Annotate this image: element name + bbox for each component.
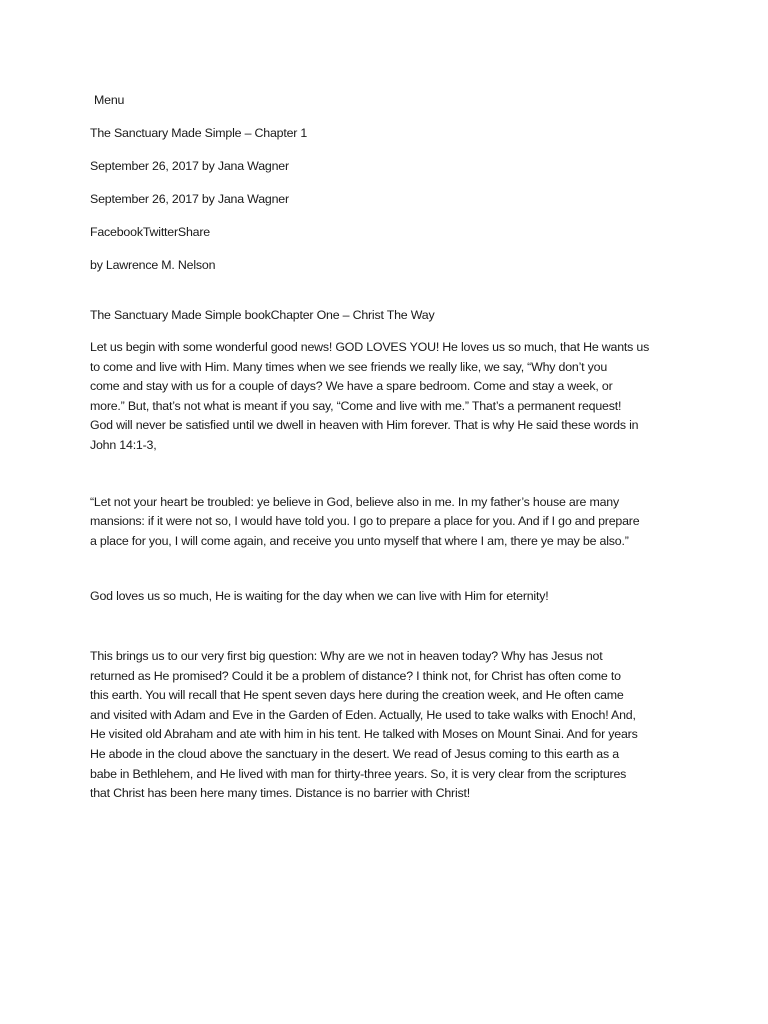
paragraph-line: He visited old Abraham and ate with him in his tent. He talked with Moses on Mount Sinai. And for years xyxy=(90,727,638,742)
paragraph-line: This brings us to our very first big question: Why are we not in heaven today? Why has Jesus not xyxy=(90,648,603,663)
share-link[interactable]: Share xyxy=(177,225,210,239)
post-meta-duplicate: September 26, 2017 by Jana Wagner xyxy=(90,192,289,206)
paragraph-line: mansions: if it were not so, I would have told you. I go to prepare a place for you. And if I go and prepare xyxy=(90,514,640,529)
facebook-share-link[interactable]: Facebook xyxy=(90,225,143,239)
chapter-heading: The Sanctuary Made Simple bookChapter One – Christ The Way xyxy=(90,308,435,322)
post-title: The Sanctuary Made Simple – Chapter 1 xyxy=(90,126,308,140)
paragraph-line: He abode in the cloud above the sanctuary in the desert. We read of Jesus coming to this earth as a xyxy=(90,746,619,761)
scripture-quote xyxy=(90,493,680,552)
post-meta: September 26, 2017 by Jana Wagner xyxy=(90,159,289,173)
paragraph-eternity xyxy=(90,587,680,607)
paragraph-question xyxy=(90,647,680,804)
paragraph-line: Let us begin with some wonderful good news! GOD LOVES YOU! He loves us so much, that He wants us xyxy=(90,340,650,354)
paragraph-line: to come and live with Him. Many times when we see friends we really like, we say, “Why don’t you xyxy=(90,359,608,374)
paragraph-line: John 14:1-3, xyxy=(90,437,157,452)
document-page xyxy=(90,92,680,804)
paragraph-line: babe in Bethlehem, and He lived with man for thirty-three years. So, it is very clear from the scriptures xyxy=(90,766,627,781)
menu-link[interactable]: Menu xyxy=(94,93,125,107)
paragraph-line: God loves us so much, He is waiting for the day when we can live with Him for eternity! xyxy=(90,589,549,604)
paragraph-line: more.” But, that’s not what is meant if you say, “Come and live with me.” That’s a permanent request! xyxy=(90,398,622,413)
share-links xyxy=(90,224,680,241)
paragraph-line: returned as He promised? Could it be a problem of distance? I think not, for Christ has often come to xyxy=(90,668,621,683)
twitter-share-link[interactable]: Twitter xyxy=(142,225,178,239)
paragraph-line: this earth. You will recall that He spent seven days here during the creation week, and He often came xyxy=(90,688,624,703)
paragraph-line: God will never be satisfied until we dwell in heaven with Him forever. That is why He said these words in xyxy=(90,418,639,433)
paragraph-line: that Christ has been here many times. Distance is no barrier with Christ! xyxy=(90,786,470,801)
paragraph-line: “Let not your heart be troubled: ye believe in God, believe also in me. In my father’s house are many xyxy=(90,494,619,509)
author-line: by Lawrence M. Nelson xyxy=(90,258,216,272)
paragraph-line: and visited with Adam and Eve in the Garden of Eden. Actually, He used to take walks with Enoch! And, xyxy=(90,707,636,722)
paragraph-intro xyxy=(90,338,680,456)
paragraph-line: come and stay with us for a couple of days? We have a spare bedroom. Come and stay a week, or xyxy=(90,379,613,394)
paragraph-line: a place for you, I will come again, and receive you unto myself that where I am, there ye may be also.” xyxy=(90,533,629,548)
